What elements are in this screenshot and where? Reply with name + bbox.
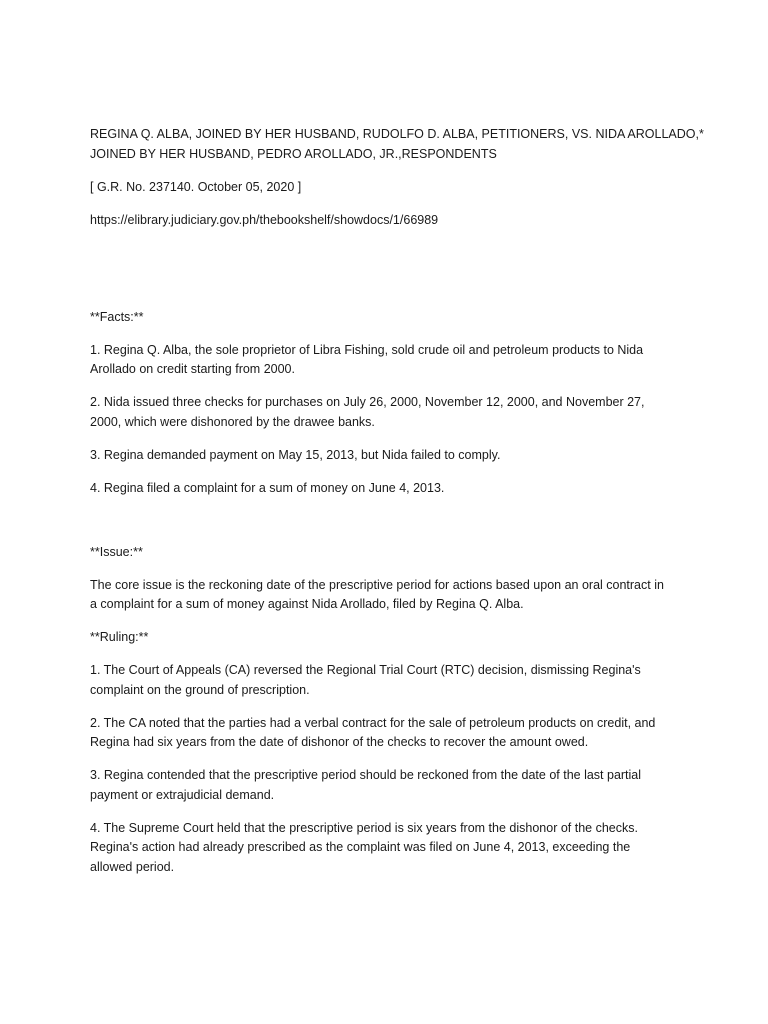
facts-item-line: 3. Regina demanded payment on May 15, 2013, but Nida failed to comply. bbox=[90, 447, 501, 462]
case-title bbox=[90, 125, 704, 164]
facts-item-line: Arollado on credit starting from 2000. bbox=[90, 362, 295, 376]
case-title-line: JOINED BY HER HUSBAND, PEDRO AROLLADO, JR.,RESPONDENTS bbox=[90, 146, 497, 161]
source-url-text: https://elibrary.judiciary.gov.ph/thebookshelf/showdocs/1/66989 bbox=[90, 212, 439, 227]
issue-text bbox=[90, 576, 690, 615]
ruling-item-line: 1. The Court of Appeals (CA) reversed the Regional Trial Court (RTC) decision, dismissing Regina's bbox=[90, 663, 641, 677]
ruling-item-line: payment or extrajudicial demand. bbox=[90, 787, 275, 802]
case-title-line: REGINA Q. ALBA, JOINED BY HER HUSBAND, RUDOLFO D. ALBA, PETITIONERS, VS. NIDA AROLLADO,* bbox=[90, 127, 704, 141]
facts-item-line: 2. Nida issued three checks for purchases on July 26, 2000, November 12, 2000, and November 27, bbox=[90, 395, 645, 409]
ruling-item-line: 2. The CA noted that the parties had a verbal contract for the sale of petroleum products on credit, and bbox=[90, 715, 656, 730]
facts-item-2 bbox=[90, 393, 690, 432]
issue-heading-text: **Issue:** bbox=[90, 544, 143, 559]
ruling-item-3 bbox=[90, 766, 690, 805]
case-number-text: [ G.R. No. 237140. October 05, 2020 ] bbox=[90, 179, 302, 194]
source-url bbox=[90, 211, 690, 231]
facts-heading bbox=[90, 308, 690, 328]
ruling-item-line: complaint on the ground of prescription. bbox=[90, 682, 310, 697]
facts-item-line: 1. Regina Q. Alba, the sole proprietor of Libra Fishing, sold crude oil and petroleum products to Nida bbox=[90, 342, 644, 357]
ruling-item-line: Regina's action had already prescribed as the complaint was filed on June 4, 2013, exceeding the bbox=[90, 840, 631, 854]
facts-item-3 bbox=[90, 446, 690, 466]
ruling-item-1 bbox=[90, 661, 690, 700]
ruling-item-line: allowed period. bbox=[90, 859, 175, 874]
issue-heading bbox=[90, 543, 690, 563]
facts-item-line: 2000, which were dishonored by the drawee banks. bbox=[90, 414, 375, 429]
ruling-item-2 bbox=[90, 714, 690, 753]
ruling-item-line: 3. Regina contended that the prescriptive period should be reckoned from the date of the last partial bbox=[90, 768, 642, 782]
facts-item-line: 4. Regina filed a complaint for a sum of money on June 4, 2013. bbox=[90, 480, 445, 495]
facts-item-1 bbox=[90, 341, 690, 380]
ruling-heading-text: **Ruling:** bbox=[90, 630, 149, 644]
ruling-heading bbox=[90, 628, 690, 648]
facts-item-4 bbox=[90, 479, 690, 499]
issue-text-line: a complaint for a sum of money against Nida Arollado, filed by Regina Q. Alba. bbox=[90, 597, 524, 611]
ruling-item-4 bbox=[90, 819, 690, 878]
case-number bbox=[90, 178, 690, 198]
blank-space bbox=[90, 512, 690, 543]
ruling-item-line: 4. The Supreme Court held that the prescriptive period is six years from the dishonor of the checks. bbox=[90, 820, 638, 835]
facts-heading-text: **Facts:** bbox=[90, 309, 144, 324]
blank-space bbox=[90, 244, 690, 308]
issue-text-line: The core issue is the reckoning date of the prescriptive period for actions based upon an oral contract in bbox=[90, 577, 664, 592]
ruling-item-line: Regina had six years from the date of dishonor of the checks to recover the amount owed. bbox=[90, 735, 589, 749]
document-content bbox=[90, 125, 704, 891]
